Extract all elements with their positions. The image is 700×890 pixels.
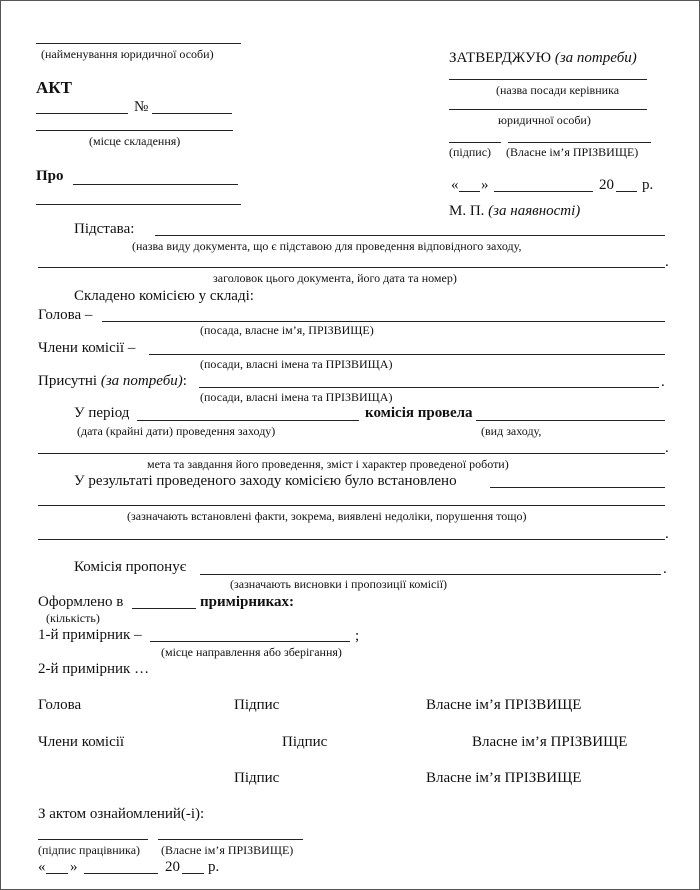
place-line: [36, 130, 233, 131]
present-colon: :: [182, 373, 187, 389]
approve-note: (за потреби): [554, 50, 637, 66]
approve-month-line: [494, 191, 593, 192]
copy2-label: 2-й примірник …: [38, 661, 150, 677]
head-caption: (посада, власне ім’я, ПРІЗВИЩЕ): [200, 323, 374, 337]
result-caption: (зазначають встановлені факти, зокрема, виявлені недоліки, порушення тощо): [127, 509, 527, 523]
copies-suffix: примірниках:: [200, 594, 295, 610]
acquaint-name-line: [158, 839, 303, 840]
members-line: [149, 354, 665, 355]
approver-position-line-2: [449, 109, 647, 110]
approve-year-suffix: р.: [642, 177, 654, 193]
result-label: У результаті проведеного заходу комісією було встановлено: [74, 473, 457, 489]
copies-caption: (кількість): [46, 611, 100, 625]
performed-label: комісія провела: [365, 405, 473, 421]
basis-caption-2: заголовок цього документа, його дата та номер): [213, 271, 457, 285]
acquaint-label: З актом ознайомлений(-і):: [38, 806, 205, 822]
seal-note: (за наявності): [488, 203, 581, 219]
commission-label: Складено комісією у складі:: [74, 288, 254, 304]
sig-members-name: Власне ім’я ПРІЗВИЩЕ: [472, 734, 628, 750]
act-title: АКТ: [36, 78, 72, 97]
result-period: .: [665, 526, 669, 542]
approve-year-prefix: 20: [599, 177, 614, 193]
goal-caption: мета та завдання його проведення, зміст і характер проведеної роботи): [147, 457, 509, 471]
sig-members-label: Члени комісії: [38, 734, 125, 750]
acquaint-month-line: [84, 873, 158, 874]
about-label: Про: [36, 168, 64, 184]
sig-head-signature: Підпис: [234, 697, 280, 713]
acquaint-name-caption: (Власне ім’я ПРІЗВИЩЕ): [161, 843, 294, 857]
basis-caption-1: (назва виду документа, що є підставою для проведення відповідного заходу,: [132, 239, 522, 253]
head-label: Голова –: [38, 307, 93, 323]
approver-position-caption-2: юридичної особи): [498, 113, 591, 127]
copies-label: Оформлено в: [38, 594, 124, 610]
event-line: [476, 420, 665, 421]
sig-head-label: Голова: [38, 697, 82, 713]
org-name-line: [36, 43, 241, 44]
members-caption: (посади, власні імена та ПРІЗВИЩА): [200, 357, 393, 371]
acquaint-date-close-quote: »: [70, 859, 78, 875]
about-line-2: [36, 204, 241, 205]
copies-count-line: [132, 608, 196, 609]
present-note: (за потреби): [100, 373, 183, 389]
period-caption: (дата (крайні дати) проведення заходу): [77, 424, 276, 438]
approve-day-line: [459, 191, 480, 192]
approver-signature-caption: (підпис): [449, 145, 492, 159]
number-sign: №: [134, 99, 149, 115]
org-name-caption: (найменування юридичної особи): [41, 47, 214, 61]
copy1-label: 1-й примірник –: [38, 627, 142, 643]
seal-label: [449, 204, 580, 219]
sig-members-signature: Підпис: [282, 734, 328, 750]
goal-line: [38, 453, 665, 454]
present-label: [38, 374, 187, 389]
approver-signature-line: [449, 142, 501, 143]
proposal-line: [200, 574, 661, 575]
sig-member2-name: Власне ім’я ПРІЗВИЩЕ: [426, 770, 582, 786]
approve-year-line: [616, 191, 637, 192]
acquaint-day-line: [46, 873, 68, 874]
acquaint-date-open-quote: «: [38, 859, 46, 875]
sig-member2-signature: Підпис: [234, 770, 280, 786]
present-line: [199, 387, 659, 388]
act-number-line: [152, 113, 232, 114]
approve-label: [449, 51, 637, 66]
basis-line: [155, 235, 665, 236]
seal-text: М. П.: [449, 203, 485, 219]
acquaint-year-line: [182, 873, 204, 874]
result-line-3: [38, 539, 665, 540]
approve-text: ЗАТВЕРДЖУЮ: [449, 50, 552, 66]
approve-date-open-quote: «: [451, 177, 459, 193]
proposal-caption: (зазначають висновки і пропозиції комісії): [230, 577, 448, 591]
copy1-line: [150, 641, 350, 642]
acquaint-year-suffix: р.: [208, 859, 220, 875]
present-period: .: [661, 374, 665, 390]
sig-head-name: Власне ім’я ПРІЗВИЩЕ: [426, 697, 582, 713]
basis-line-2: [38, 267, 665, 268]
present-text: Присутні: [38, 373, 98, 389]
acquaint-signature-line: [38, 839, 148, 840]
head-line: [102, 321, 665, 322]
result-line-2: [38, 505, 665, 506]
proposal-period: .: [663, 561, 667, 577]
acquaint-year-prefix: 20: [165, 859, 180, 875]
copy1-caption: (місце направлення або зберігання): [161, 645, 342, 659]
approver-position-caption-1: (назва посади керівника: [496, 83, 620, 97]
period-label: У період: [74, 405, 130, 421]
basis-period: .: [665, 254, 669, 270]
approver-position-line-1: [449, 79, 647, 80]
place-caption: (місце складення): [89, 134, 181, 148]
about-line-1: [73, 184, 238, 185]
approver-name-caption: (Власне ім’я ПРІЗВИЩЕ): [506, 145, 639, 159]
members-label: Члени комісії –: [38, 340, 136, 356]
act-date-line: [36, 113, 128, 114]
result-line-1: [490, 487, 665, 488]
goal-period: .: [665, 440, 669, 456]
period-line: [137, 420, 359, 421]
proposal-label: Комісія пропонує: [74, 559, 187, 575]
event-caption: (вид заходу,: [481, 424, 542, 438]
acquaint-signature-caption: (підпис працівника): [38, 843, 141, 857]
present-caption: (посади, власні імена та ПРІЗВИЩА): [200, 390, 393, 404]
approver-name-line: [508, 142, 651, 143]
approve-date-close-quote: »: [481, 177, 489, 193]
basis-label: Підстава:: [74, 221, 135, 237]
copy1-semicolon: ;: [355, 628, 360, 644]
